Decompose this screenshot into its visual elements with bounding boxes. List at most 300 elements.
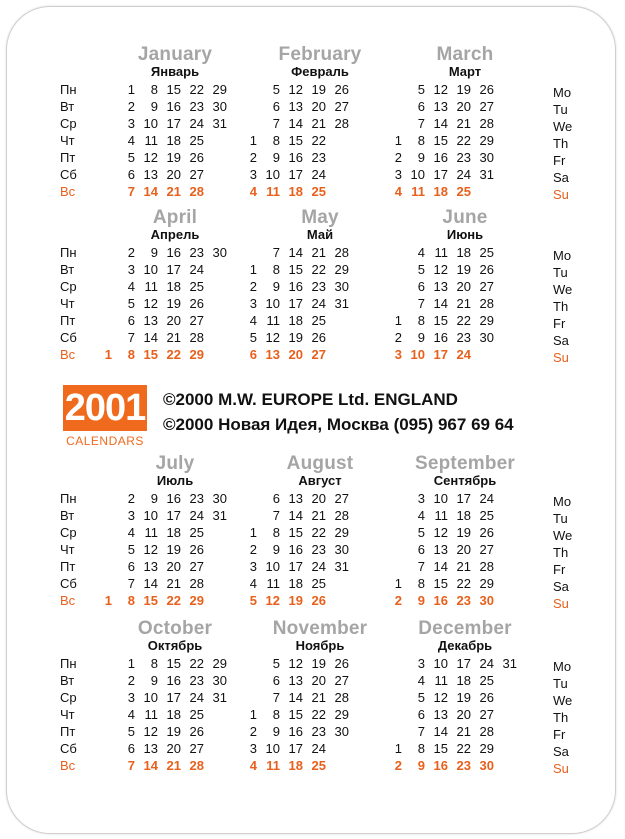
day-number: 16 (166, 491, 181, 506)
day-number: 15 (433, 741, 448, 756)
weekday-ru-label: Вс (60, 347, 76, 362)
day-number: 2 (127, 245, 135, 260)
day-number: 20 (456, 279, 471, 294)
weekday-ru-label: Ср (60, 690, 77, 705)
day-number: 20 (166, 167, 181, 182)
day-number: 2 (249, 150, 257, 165)
day-number: 21 (311, 245, 326, 260)
weekday-en-label: Su (553, 596, 569, 611)
day-number: 17 (166, 508, 181, 523)
day-number: 27 (311, 347, 326, 362)
day-number: 20 (311, 491, 326, 506)
weekday-en-label: Sa (553, 579, 569, 594)
day-number: 20 (311, 99, 326, 114)
day-number: 7 (272, 116, 280, 131)
month-name-ru: Сентябрь (433, 473, 497, 488)
day-number: 16 (433, 150, 448, 165)
day-number: 30 (212, 99, 227, 114)
weekday-en-label: Th (553, 710, 569, 725)
day-number: 27 (479, 279, 494, 294)
logo-subtitle: CALENDARS (66, 434, 144, 448)
weekday-en-label: Fr (553, 562, 566, 577)
day-number: 23 (311, 150, 326, 165)
day-number: 20 (166, 741, 181, 756)
weekday-ru-label: Пт (60, 150, 76, 165)
month-name-ru: Апрель (150, 227, 200, 242)
day-number: 26 (479, 82, 494, 97)
day-number: 1 (394, 576, 402, 591)
day-number: 1 (127, 656, 135, 671)
day-number: 1 (249, 262, 257, 277)
day-number: 22 (311, 707, 326, 722)
copyright-line-2: ©2000 Новая Идея, Москва (095) 967 69 64 (163, 415, 514, 434)
day-number: 5 (272, 656, 280, 671)
day-number: 4 (249, 576, 257, 591)
day-number: 22 (456, 741, 471, 756)
day-number: 10 (143, 690, 158, 705)
weekday-ru-label: Вт (60, 673, 75, 688)
day-number: 20 (456, 707, 471, 722)
day-number: 15 (288, 133, 303, 148)
day-number: 4 (127, 707, 135, 722)
day-number: 28 (189, 758, 204, 773)
day-number: 10 (265, 167, 280, 182)
day-number: 18 (166, 279, 181, 294)
day-number: 4 (249, 758, 257, 773)
day-number: 24 (456, 167, 471, 182)
day-number: 19 (166, 542, 181, 557)
weekday-en-label: Sa (553, 333, 569, 348)
day-number: 31 (212, 508, 227, 523)
month-name-en: April (152, 207, 198, 228)
day-number: 20 (166, 559, 181, 574)
weekday-ru-label: Ср (60, 525, 77, 540)
day-number: 11 (266, 758, 280, 773)
day-number: 19 (456, 82, 471, 97)
day-number: 24 (189, 508, 204, 523)
weekday-en-label: Tu (553, 265, 568, 280)
day-number: 5 (249, 330, 257, 345)
month-name-en: July (155, 453, 195, 474)
day-number: 16 (166, 99, 181, 114)
day-number: 24 (479, 656, 494, 671)
day-number: 4 (127, 279, 135, 294)
day-number: 3 (417, 491, 425, 506)
day-number: 8 (127, 593, 135, 608)
day-number: 11 (266, 184, 280, 199)
day-number: 3 (249, 167, 257, 182)
day-number: 6 (417, 279, 425, 294)
weekday-en-label: Tu (553, 102, 568, 117)
day-number: 24 (311, 167, 326, 182)
day-number: 26 (479, 262, 494, 277)
day-number: 26 (334, 82, 349, 97)
day-number: 16 (288, 542, 303, 557)
day-number: 19 (288, 330, 303, 345)
day-number: 19 (288, 593, 303, 608)
day-number: 27 (479, 99, 494, 114)
day-number: 21 (166, 330, 181, 345)
day-number: 11 (144, 707, 158, 722)
month-name-ru: Февраль (291, 64, 349, 79)
weekday-ru-label: Вт (60, 508, 75, 523)
day-number: 9 (417, 330, 425, 345)
day-number: 10 (143, 116, 158, 131)
day-number: 24 (189, 690, 204, 705)
month-name-ru: Август (298, 473, 342, 488)
day-number: 10 (265, 741, 280, 756)
month-name-en: August (286, 453, 354, 474)
day-number: 18 (288, 758, 303, 773)
day-number: 1 (127, 82, 135, 97)
weekday-en-label: Fr (553, 316, 566, 331)
day-number: 1 (249, 133, 257, 148)
day-number: 17 (166, 262, 181, 277)
day-number: 29 (479, 741, 494, 756)
day-number: 9 (150, 245, 158, 260)
logo-year: 2001 (64, 386, 146, 429)
day-number: 12 (433, 525, 448, 540)
day-number: 3 (394, 347, 402, 362)
weekday-en-label: Su (553, 761, 569, 776)
day-number: 29 (212, 82, 227, 97)
day-number: 2 (127, 673, 135, 688)
day-number: 27 (334, 491, 349, 506)
day-number: 11 (434, 245, 448, 260)
weekday-en-label: We (553, 119, 573, 134)
month-name-en: October (137, 618, 213, 639)
day-number: 30 (212, 491, 227, 506)
month-name-ru: Октябрь (147, 638, 203, 653)
day-number: 21 (166, 184, 181, 199)
day-number: 8 (272, 133, 280, 148)
day-number: 6 (272, 99, 280, 114)
day-number: 6 (127, 167, 135, 182)
day-number: 31 (479, 167, 494, 182)
month-name-ru: Декабрь (437, 638, 493, 653)
day-number: 15 (143, 593, 158, 608)
day-number: 3 (249, 296, 257, 311)
day-number: 5 (127, 542, 135, 557)
day-number: 23 (456, 150, 471, 165)
day-number: 25 (189, 707, 204, 722)
day-number: 8 (417, 313, 425, 328)
day-number: 23 (311, 279, 326, 294)
day-number: 29 (479, 133, 494, 148)
day-number: 9 (150, 673, 158, 688)
day-number: 4 (249, 313, 257, 328)
day-number: 7 (272, 245, 280, 260)
weekday-en-label: Th (553, 136, 569, 151)
day-number: 27 (189, 559, 204, 574)
day-number: 27 (189, 741, 204, 756)
day-number: 26 (189, 296, 204, 311)
day-number: 12 (143, 150, 158, 165)
day-number: 19 (166, 150, 181, 165)
day-number: 20 (456, 542, 471, 557)
day-number: 1 (104, 593, 112, 608)
day-number: 6 (127, 559, 135, 574)
day-number: 16 (433, 330, 448, 345)
day-number: 7 (272, 690, 280, 705)
day-number: 2 (249, 279, 257, 294)
day-number: 22 (456, 133, 471, 148)
day-number: 2 (249, 542, 257, 557)
day-number: 21 (311, 690, 326, 705)
day-number: 6 (127, 313, 135, 328)
day-number: 14 (433, 724, 448, 739)
day-number: 13 (143, 559, 158, 574)
day-number: 12 (143, 296, 158, 311)
day-number: 25 (479, 673, 494, 688)
day-number: 8 (272, 707, 280, 722)
day-number: 5 (417, 690, 425, 705)
day-number: 12 (288, 82, 303, 97)
day-number: 9 (417, 758, 425, 773)
day-number: 13 (143, 741, 158, 756)
day-number: 7 (127, 758, 135, 773)
month-name-en: November (272, 618, 368, 639)
weekday-ru-label: Сб (60, 576, 77, 591)
month-name-en: September (414, 453, 515, 474)
day-number: 24 (479, 491, 494, 506)
day-number: 11 (411, 184, 425, 199)
month-name-ru: Июнь (446, 227, 484, 242)
day-number: 19 (311, 656, 326, 671)
weekday-ru-label: Пн (60, 491, 77, 506)
day-number: 6 (272, 673, 280, 688)
day-number: 30 (479, 758, 494, 773)
day-number: 10 (433, 491, 448, 506)
day-number: 31 (212, 116, 227, 131)
weekday-en-label: Th (553, 545, 569, 560)
day-number: 14 (143, 330, 158, 345)
day-number: 2 (127, 99, 135, 114)
day-number: 23 (456, 758, 471, 773)
weekday-ru-label: Вт (60, 262, 75, 277)
day-number: 7 (417, 116, 425, 131)
day-number: 16 (288, 150, 303, 165)
day-number: 9 (272, 542, 280, 557)
weekday-ru-label: Пн (60, 656, 77, 671)
weekday-en-label: Sa (553, 744, 569, 759)
day-number: 25 (311, 313, 326, 328)
day-number: 28 (189, 330, 204, 345)
day-number: 2 (394, 150, 402, 165)
day-number: 11 (144, 279, 158, 294)
day-number: 7 (417, 296, 425, 311)
day-number: 4 (127, 525, 135, 540)
day-number: 16 (166, 245, 181, 260)
day-number: 22 (311, 262, 326, 277)
day-number: 14 (288, 690, 303, 705)
day-number: 5 (417, 82, 425, 97)
day-number: 5 (272, 82, 280, 97)
day-number: 27 (479, 707, 494, 722)
weekday-en-label: We (553, 282, 573, 297)
day-number: 4 (417, 245, 425, 260)
day-number: 22 (189, 82, 204, 97)
weekday-en-label: Su (553, 187, 569, 202)
month-name-ru: Май (306, 227, 334, 242)
day-number: 27 (479, 542, 494, 557)
day-number: 7 (127, 330, 135, 345)
day-number: 24 (311, 559, 326, 574)
day-number: 25 (189, 525, 204, 540)
day-number: 14 (288, 116, 303, 131)
day-number: 8 (417, 133, 425, 148)
weekday-en-label: Sa (553, 170, 569, 185)
weekday-ru-label: Чт (60, 296, 75, 311)
day-number: 14 (433, 296, 448, 311)
day-number: 12 (143, 724, 158, 739)
day-number: 3 (127, 262, 135, 277)
month-name-en: June (442, 207, 488, 228)
day-number: 1 (104, 347, 112, 362)
day-number: 15 (433, 576, 448, 591)
day-number: 17 (433, 347, 448, 362)
year-logo (63, 385, 147, 431)
day-number: 2 (394, 758, 402, 773)
day-number: 2 (127, 491, 135, 506)
day-number: 31 (334, 296, 349, 311)
day-number: 22 (456, 313, 471, 328)
day-number: 29 (189, 593, 204, 608)
day-number: 18 (288, 313, 303, 328)
day-number: 23 (456, 593, 471, 608)
day-number: 28 (189, 576, 204, 591)
day-number: 29 (334, 262, 349, 277)
month-name-en: March (436, 44, 494, 65)
day-number: 20 (288, 347, 303, 362)
day-number: 7 (127, 576, 135, 591)
day-number: 14 (433, 116, 448, 131)
day-number: 12 (265, 593, 280, 608)
day-number: 19 (456, 262, 471, 277)
day-number: 25 (479, 508, 494, 523)
day-number: 25 (189, 279, 204, 294)
day-number: 19 (311, 82, 326, 97)
day-number: 5 (417, 262, 425, 277)
day-number: 18 (456, 673, 471, 688)
weekday-en-label: We (553, 693, 573, 708)
weekday-ru-label: Сб (60, 330, 77, 345)
weekday-en-label: Tu (553, 511, 568, 526)
day-number: 1 (394, 133, 402, 148)
day-number: 2 (394, 593, 402, 608)
day-number: 31 (212, 690, 227, 705)
weekday-ru-label: Пт (60, 559, 76, 574)
day-number: 8 (272, 525, 280, 540)
day-number: 17 (166, 116, 181, 131)
day-number: 18 (166, 525, 181, 540)
day-number: 12 (433, 262, 448, 277)
day-number: 22 (456, 576, 471, 591)
day-number: 11 (266, 576, 280, 591)
day-number: 30 (479, 593, 494, 608)
day-number: 25 (479, 245, 494, 260)
day-number: 1 (249, 525, 257, 540)
day-number: 8 (417, 576, 425, 591)
day-number: 23 (456, 330, 471, 345)
day-number: 1 (394, 313, 402, 328)
day-number: 24 (311, 741, 326, 756)
weekday-ru-label: Вс (60, 758, 76, 773)
day-number: 30 (479, 150, 494, 165)
day-number: 10 (265, 296, 280, 311)
day-number: 9 (272, 724, 280, 739)
weekday-en-label: Fr (553, 727, 566, 742)
day-number: 15 (166, 656, 181, 671)
day-number: 23 (189, 673, 204, 688)
day-number: 25 (311, 758, 326, 773)
day-number: 26 (311, 593, 326, 608)
day-number: 9 (417, 150, 425, 165)
day-number: 13 (143, 313, 158, 328)
weekday-en-label: Mo (553, 85, 572, 100)
day-number: 21 (311, 508, 326, 523)
day-number: 5 (417, 525, 425, 540)
day-number: 4 (249, 184, 257, 199)
day-number: 19 (456, 525, 471, 540)
day-number: 28 (479, 296, 494, 311)
weekday-en-label: Fr (553, 153, 566, 168)
day-number: 28 (334, 245, 349, 260)
day-number: 3 (249, 559, 257, 574)
weekday-ru-label: Чт (60, 542, 75, 557)
day-number: 14 (143, 576, 158, 591)
day-number: 30 (212, 245, 227, 260)
day-number: 20 (456, 99, 471, 114)
day-number: 6 (272, 491, 280, 506)
day-number: 7 (417, 724, 425, 739)
day-number: 8 (272, 262, 280, 277)
day-number: 15 (143, 347, 158, 362)
day-number: 17 (288, 296, 303, 311)
day-number: 14 (143, 184, 158, 199)
day-number: 12 (143, 542, 158, 557)
day-number: 10 (143, 508, 158, 523)
weekday-ru-label: Чт (60, 133, 75, 148)
day-number: 3 (127, 116, 135, 131)
day-number: 9 (150, 491, 158, 506)
weekday-ru-label: Ср (60, 116, 77, 131)
weekday-en-label: Mo (553, 494, 572, 509)
day-number: 15 (288, 262, 303, 277)
day-number: 22 (166, 347, 181, 362)
day-number: 17 (166, 690, 181, 705)
day-number: 14 (143, 758, 158, 773)
day-number: 13 (433, 542, 448, 557)
day-number: 17 (456, 656, 471, 671)
day-number: 31 (502, 656, 517, 671)
day-number: 2 (249, 724, 257, 739)
day-number: 18 (288, 576, 303, 591)
weekday-ru-label: Пн (60, 82, 77, 97)
weekday-ru-label: Чт (60, 707, 75, 722)
day-number: 21 (311, 116, 326, 131)
day-number: 24 (456, 347, 471, 362)
day-number: 13 (265, 347, 280, 362)
day-number: 29 (212, 656, 227, 671)
day-number: 18 (166, 133, 181, 148)
day-number: 28 (189, 184, 204, 199)
month-name-ru: Ноябрь (295, 638, 345, 653)
day-number: 13 (143, 167, 158, 182)
day-number: 9 (417, 593, 425, 608)
day-number: 17 (456, 491, 471, 506)
day-number: 11 (434, 673, 448, 688)
